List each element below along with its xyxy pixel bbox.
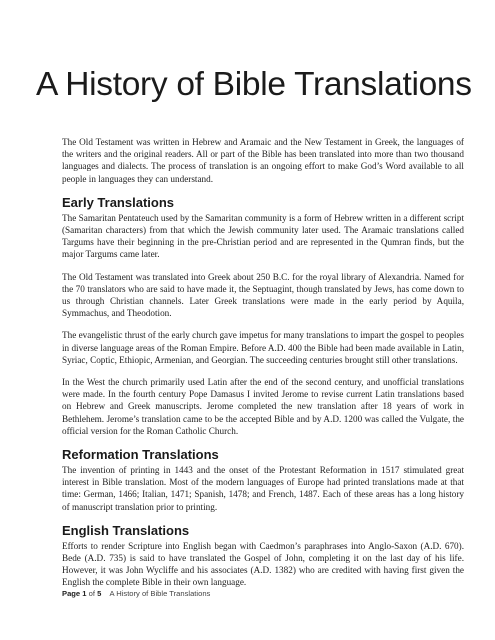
footer-total-pages: 5 (97, 589, 102, 598)
english-translations-paragraph-1: Efforts to render Scripture into English began with Caedmon’s paraphrases into Anglo-Saxon (A.D. 670). Bede (A.D. 735) is said to have translated the Gospel of John, completing it on the last day of his life. However, it was John Wycliffe and his associates (A.D. 1382) who are credited with having first given the English the complete Bible in their own language. (62, 540, 464, 588)
footer-document-title: A History of Bible Translations (109, 589, 211, 598)
page-footer (62, 589, 210, 598)
reformation-translations-paragraph-1: The invention of printing in 1443 and the onset of the Protestant Reformation in 1517 stimulated great interest in Bible translation. Most of the modern languages of Europe had printed translations made at that time: German, 1466; Italian, 1471; Spanish, 1478; and French, 1487. Each of these areas has a long history of manuscript translation prior to printing. (62, 465, 464, 512)
early-translations-paragraph-1: The Samaritan Pentateuch used by the Samaritan community is a form of Hebrew written in a different script (Samaritan characters) from that which the Jewish community later used. The Aramaic translations called Targums have their beginning in the pre-Christian period and are represented in the Qumran finds, but the major Targums came later. (62, 212, 464, 260)
section-heading-english-translations: English Translations (62, 522, 190, 538)
early-translations-paragraph-3: The evangelistic thrust of the early church gave impetus for many translations to impart the gospel to peoples in diverse language areas of the Roman Empire. Before A.D. 400 the Bible had been made available in Latin, Syriac, Coptic, Ethiopic, Armenian, and Georgian. The succeeding centuries brought still other translations. (62, 330, 464, 365)
footer-page-label: Page (62, 589, 81, 598)
page-title: A History of Bible Translations (36, 66, 472, 103)
document-body (62, 136, 464, 599)
early-translations-paragraph-2: The Old Testament was translated into Greek about 250 B.C. for the royal library of Alexandria. Named for the 70 translators who are said to have made it, the Septuagint, though translated by Jews, has come down to us through Christian channels. Later Greek translations were made in the early period by Aquila, Symmachus, and Theodotion. (62, 271, 464, 319)
footer-page-number: 1 (82, 589, 87, 598)
footer-of-label: of (88, 589, 95, 598)
section-heading-reformation-translations: Reformation Translations (62, 447, 219, 463)
early-translations-paragraph-4: In the West the church primarily used Latin after the end of the second century, and unofficial translations were made. In the fourth century Pope Damasus I invited Jerome to revise current Latin translations based on Hebrew and Greek manuscripts. Jerome completed the new translation after 18 years of work in Bethlehem. Jerome’s translation came to be the accepted Bible and by A.D. 1200 was called the Vulgate, the official version for the Roman Catholic Church. (62, 377, 464, 436)
section-heading-early-translations: Early Translations (62, 194, 174, 210)
intro-paragraph: The Old Testament was written in Hebrew and Aramaic and the New Testament in Greek, the languages of the writers and the original readers. All or part of the Bible has been translated into more than two thousand languages and dialects. The process of translation is an ongoing effort to make God’s Word available to all people in languages they can understand. (62, 137, 464, 184)
